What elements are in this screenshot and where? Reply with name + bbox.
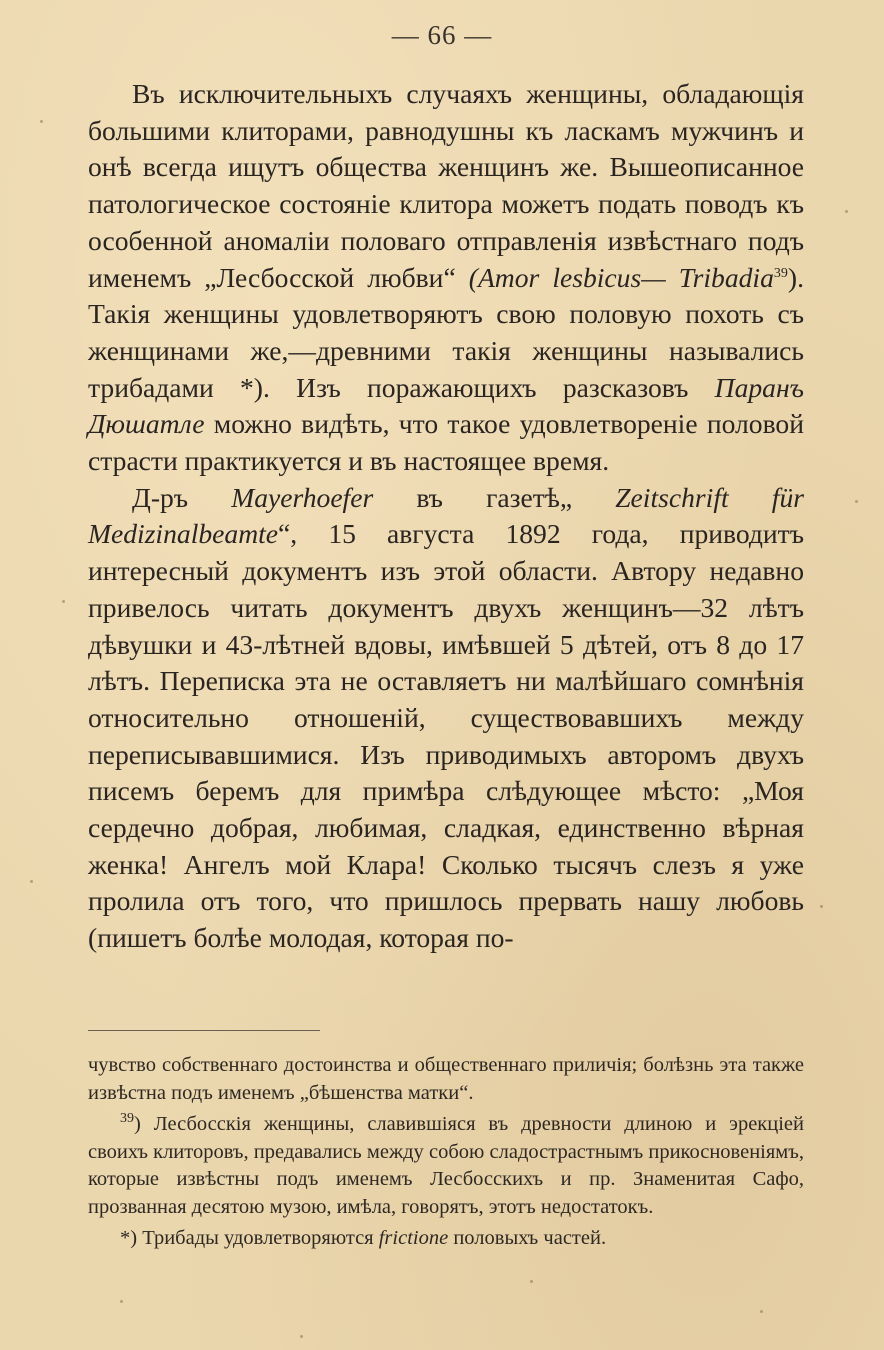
paper-speck	[62, 600, 65, 603]
paragraph2-text-a: Д-ръ	[132, 481, 232, 513]
footnote-star	[88, 1225, 804, 1253]
journal-title: Zeitschrift für Medizinalbeamte	[88, 481, 804, 550]
paragraph1-text-c: можно видѣть, что такое удовлетвореніе половой страсти практикуется и въ настоящее время.	[88, 408, 804, 477]
footnote-39-text: ) Лесбосскія женщины, славившіяся въ древности длиною и эрекціей своихъ клиторовъ, предавались между собою сладострастнымъ прикосновеніямъ, которые извѣстны подъ именемъ Лесбосскихъ и пр. Знаменитая Сафо, прозванная десятою музою, имѣла, говорятъ, этотъ недостатокъ.	[88, 1113, 804, 1218]
footnote-star-text-b: половыхъ частей.	[448, 1227, 607, 1249]
paper-speck	[845, 210, 848, 213]
footnote-ref-39: 39	[773, 265, 788, 281]
footnote-separator	[88, 1030, 320, 1031]
footnotes	[88, 1052, 804, 1253]
paper-speck	[40, 120, 43, 123]
paper-speck	[530, 1280, 533, 1283]
footnote-continuation: чувство собственнаго достоинства и общественнаго приличія; болѣзнь эта также извѣстна подъ именемъ „бѣшенства матки“.	[88, 1054, 804, 1104]
paragraph-lesbian-love	[88, 76, 804, 480]
footnote-latin-term: frictione	[378, 1227, 449, 1249]
paper-speck	[120, 1300, 123, 1303]
footnote-marker: 39	[120, 1111, 134, 1127]
paragraph1-text-a: Въ исключительныхъ случаяхъ женщины, обладающія большими клиторами, равнодушны къ ласкамъ мужчинъ и онѣ всегда ищутъ общества женщинъ же. Вышеописанное патологическое состояніе клитора можетъ подать поводъ къ особенной аномаліи половаго отправленія извѣстнаго подъ именемъ „Лесбосской любви“	[88, 78, 804, 293]
footnote-star-text-a: *) Трибады удовлетворяются	[120, 1227, 379, 1249]
page-number: — 66 —	[391, 20, 493, 50]
paper-speck	[760, 1310, 763, 1313]
main-text	[88, 76, 804, 957]
author-name: Паранъ Дюшатле	[88, 371, 804, 440]
latin-term: (Amor lesbicus— Tribadia	[468, 261, 774, 293]
paragraph2-text-b: въ газетѣ„	[373, 481, 616, 513]
paper-speck	[855, 500, 858, 503]
paragraph-mayerhoefer	[88, 480, 804, 957]
paragraph2-text-c: “, 15 августа 1892 года, приводитъ интересный документъ изъ этой области. Автору недавно привелось читать документъ двухъ женщинъ—32 лѣтъ дѣвушки и 43-лѣтней вдовы, имѣвшей 5 дѣтей, отъ 8 до 17 лѣтъ. Переписка эта не оставляетъ ни малѣйшаго сомнѣнія относительно отношеній, существовавшихъ между переписывавшимися. Изъ приводимыхъ авторомъ двухъ писемъ беремъ для примѣра слѣдующее мѣсто: „Моя сердечно добрая, любимая, сладкая, единственно вѣрная женка! Ангелъ мой Клара! Сколько тысячъ слезъ я уже пролила отъ того, что пришлось прервать нашу любовь (пишетъ болѣе молодая, которая по-	[88, 518, 804, 954]
author-name: Mayerhoefer	[231, 481, 374, 513]
paper-speck	[30, 880, 33, 883]
paper-speck	[300, 1335, 303, 1338]
paragraph1-text-b: ). Такія женщины удовлетворяютъ свою половую похоть съ женщинами же,—древними такія женщины назывались трибадами *). Изъ поражающихъ разсказовъ	[88, 261, 804, 403]
footnote-39	[88, 1111, 804, 1221]
paper-speck	[820, 905, 823, 908]
